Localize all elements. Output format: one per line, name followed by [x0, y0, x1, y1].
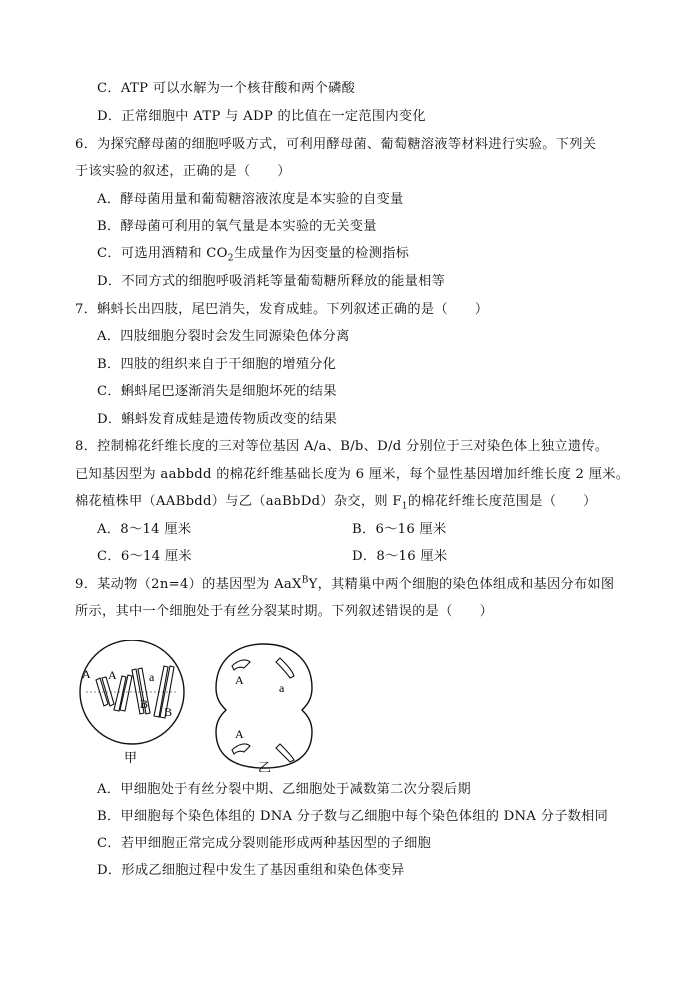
q8-option-a: A．8～14 厘米: [97, 522, 192, 537]
q8-stem-line2: 已知基因型为 aabbdd 的棉花纤维基础长度为 6 厘米，每个显性基因增加纤维长度 2 厘米。: [75, 467, 630, 482]
gene-label-B: B: [140, 697, 149, 711]
q6-option-a: A．酵母菌用量和葡萄糖溶液浓度是本实验的自变量: [97, 192, 404, 207]
q6-option-b: B．酵母菌可利用的氧气量是本实验的无关变量: [97, 219, 377, 234]
chromosome: [276, 658, 294, 678]
q5-option-d: D．正常细胞中 ATP 与 ADP 的比值在一定范围内变化: [97, 109, 426, 124]
q8-stem-line3-post: 的棉花纤维长度范围是（ ）: [407, 494, 597, 509]
cell-yi-membrane: [216, 644, 312, 768]
q8-stem-line3-pre: 棉花植株甲（AABbdd）与乙（aaBbDd）杂交，则 F: [75, 494, 402, 509]
cell-diagram: [74, 640, 344, 772]
q9-stem-line2: 所示，其中一个细胞处于有丝分裂某时期。下列叙述错误的是（ ）: [75, 604, 494, 619]
q6-option-c-post: 生成量作为因变量的检测指标: [233, 246, 410, 261]
chromosome: [232, 744, 250, 754]
gene-label-A: A: [235, 727, 244, 741]
q7-option-d: D．蝌蚪发育成蛙是遗传物质改变的结果: [97, 412, 338, 427]
q8-option-b: B．6～16 厘米: [352, 522, 447, 537]
gene-label-B: B: [164, 705, 173, 719]
q8-stem-line3-sub: 1: [401, 501, 408, 512]
gene-label-a: a: [149, 670, 155, 684]
q7-option-a: A．四肢细胞分裂时会发生同源染色体分离: [97, 329, 350, 344]
q8-option-d: D．8～16 厘米: [352, 549, 448, 564]
q6-stem-line1: 6．为探究酵母菌的细胞呼吸方式，可利用酵母菌、葡萄糖溶液等材料进行实验。下列关: [75, 137, 597, 152]
q6-option-c: [97, 245, 409, 263]
q7-option-c: C．蝌蚪尾巴逐渐消失是细胞坏死的结果: [97, 384, 337, 399]
q5-option-c: C．ATP 可以水解为一个核苷酸和两个磷酸: [97, 81, 356, 96]
q9-stem-line1-post: Y，其精巢中两个细胞的染色体组成和基因分布如图: [308, 577, 615, 592]
q6-option-d: D．不同方式的细胞呼吸消耗等量葡萄糖所释放的能量相等: [97, 274, 446, 289]
chromosome: [276, 744, 294, 762]
q8-stem-line3: [75, 493, 597, 511]
q7-option-b: B．四肢的组织来自于干细胞的增殖分化: [97, 357, 337, 372]
q8-stem-line1: 8．控制棉花纤维长度的三对等位基因 A/a、B/b、D/d 分别位于三对染色体上独立遗传。: [75, 439, 609, 454]
q9-option-d: D．形成乙细胞过程中发生了基因重组和染色体变异: [97, 863, 405, 878]
q9-option-a: A．甲细胞处于有丝分裂中期、乙细胞处于减数第二次分裂后期: [97, 782, 471, 797]
cell-division-figure: [74, 640, 344, 772]
gene-label-A: A: [108, 668, 117, 682]
gene-label-A: A: [235, 673, 244, 687]
q9-stem-line1: [75, 576, 614, 594]
chromosome: [232, 660, 250, 670]
q6-option-c-sub: 2: [227, 253, 234, 264]
q9-option-c: C．若甲细胞正常完成分裂则能形成两种基因型的子细胞: [97, 836, 432, 851]
q6-option-c-pre: C．可选用酒精和 CO: [97, 246, 228, 261]
cell-yi: [216, 644, 312, 772]
gene-label-A: A: [82, 667, 91, 681]
label-yi: 乙: [258, 761, 272, 772]
q9-stem-line1-pre: 9．某动物（2n=4）的基因型为 AaX: [75, 577, 302, 592]
q9-option-b: B．甲细胞每个染色体组的 DNA 分子数与乙细胞中每个染色体组的 DNA 分子数相同: [97, 809, 609, 824]
cell-jia: [80, 640, 184, 766]
q6-stem-line2: 于该实验的叙述，正确的是（ ）: [75, 164, 291, 179]
q9-stem-line1-sup: B: [301, 575, 309, 586]
gene-label-a: a: [279, 681, 285, 695]
q8-option-c: C．6～14 厘米: [97, 549, 192, 564]
label-jia: 甲: [124, 751, 138, 766]
q7-stem: 7．蝌蚪长出四肢，尾巴消失，发育成蛙。下列叙述正确的是（ ）: [75, 302, 489, 317]
